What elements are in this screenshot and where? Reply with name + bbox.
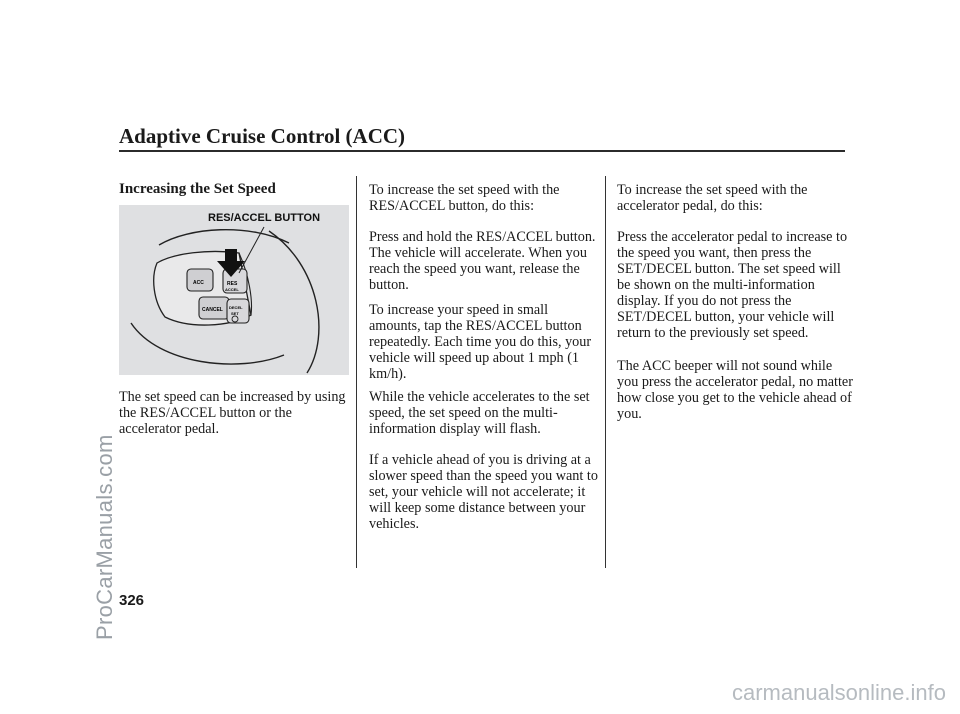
col3-paragraph-3: The ACC beeper will not sound while you press the accelerator pedal, no matter how close you get to the vehicle ahead of you. <box>617 358 853 422</box>
wheel-rim-bottom <box>131 323 284 364</box>
figure-callout: RES/ACCEL BUTTON <box>208 212 321 224</box>
side-watermark: ProCarManuals.com <box>92 434 117 640</box>
col2-paragraph-5: If a vehicle ahead of you is driving at a slower speed than the speed you want to set, your vehicle will not accelerate; it will keep some distance between your vehicles. <box>369 452 598 532</box>
cancel-label: CANCEL <box>202 307 223 313</box>
col3-paragraph-1: To increase the set speed with the accelerator pedal, do this: <box>617 182 808 214</box>
bottom-watermark: carmanualsonline.info <box>731 680 946 705</box>
title-rule <box>119 150 845 152</box>
set-label: SET <box>231 311 239 316</box>
col3-paragraph-2: Press the accelerator pedal to increase to the speed you want, then press the SET/DECEL button. The set speed will be shown on the multi-information display. If you do not press the SET/DECEL button, your vehicle will return to the previously set speed. <box>617 229 848 341</box>
accel-label: ACCEL <box>225 287 239 292</box>
section-heading: Increasing the Set Speed <box>119 181 276 197</box>
page-number: 326 <box>119 592 145 609</box>
col2-paragraph-4: While the vehicle accelerates to the set speed, the set speed on the multi-information display will flash. <box>369 389 590 437</box>
column-divider-right <box>605 176 606 568</box>
column-divider-left <box>356 176 357 568</box>
page-title: Adaptive Cruise Control (ACC) <box>119 124 406 148</box>
decel-label: DECEL <box>229 305 243 310</box>
wheel-rim-right <box>269 231 319 373</box>
callout-leader-line <box>239 227 264 273</box>
steering-wheel-drawing <box>119 205 349 375</box>
col2-paragraph-1: To increase the set speed with the RES/ACCEL button, do this: <box>369 182 560 214</box>
steering-wheel-illustration <box>119 205 349 375</box>
col1-paragraph-1: The set speed can be increased by using the RES/ACCEL button or the accelerator pedal. <box>119 389 346 437</box>
res-label: RES <box>227 281 238 287</box>
col2-paragraph-3: To increase your speed in small amounts, tap the RES/ACCEL button repeatedly. Each time you do this, your vehicle will speed up about 1 mph (1 km/h). <box>369 302 592 382</box>
col2-paragraph-2: Press and hold the RES/ACCEL button. The vehicle will accelerate. When you reach the speed you want, release the button. <box>369 229 596 293</box>
acc-label: ACC <box>193 280 204 286</box>
